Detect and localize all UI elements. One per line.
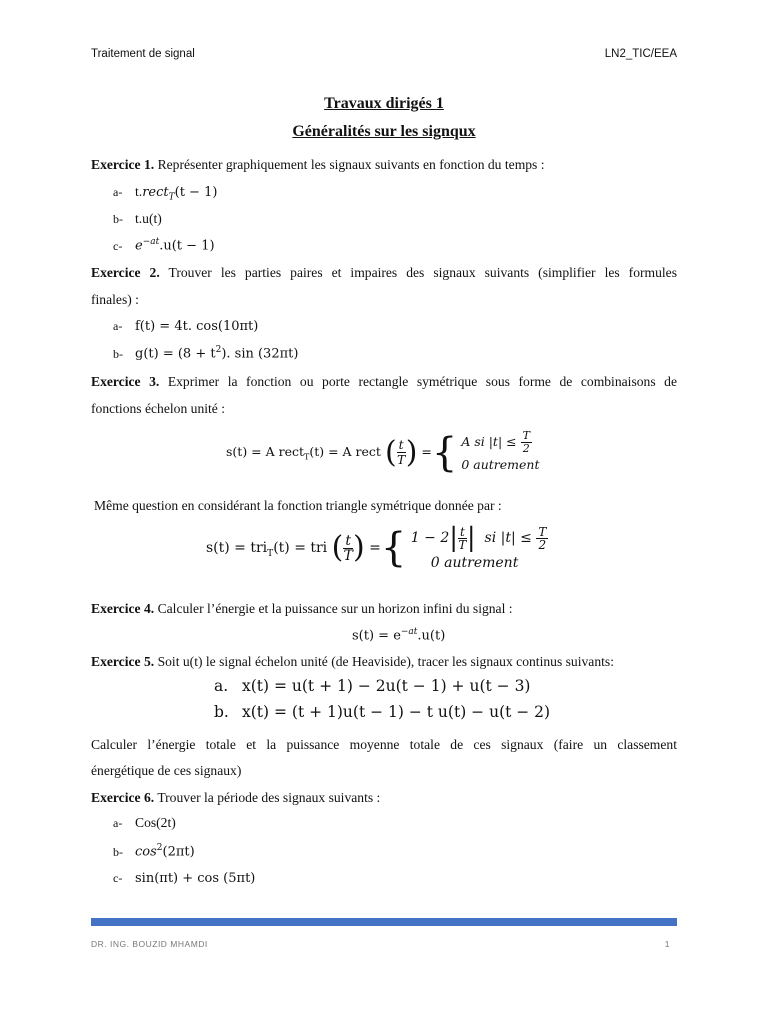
- exercise-5-item-b: b. x(t) = (t + 1)u(t − 1) − t u(t) − u(t − 2): [214, 703, 551, 721]
- left-brace: {: [380, 525, 407, 571]
- item-marker: c-: [113, 238, 123, 253]
- rect-equation: s(t) = A rect$_T$(t) = A rect ( $\frac{t}{T}$ ) ={ A si |t| ≤ $\frac{T}{2}$ 0 autrement: [226, 429, 540, 476]
- item-marker: b-: [113, 346, 123, 361]
- exercise-4-equation: $s(t) = e^{-at}.u(t)$: [352, 627, 446, 644]
- exercise-4-label: Exercice 4.: [91, 601, 155, 616]
- item-marker: a-: [113, 185, 123, 199]
- item-marker: b-: [113, 844, 123, 859]
- exercise-1-label: Exercice 1.: [91, 157, 155, 172]
- exercise-1-item-b: b- t.u(t): [113, 211, 162, 226]
- exercise-3-label: Exercice 3.: [91, 374, 160, 389]
- exercise-2-item-a: a- f(t) = 4t. cos(10πt): [113, 319, 259, 334]
- item-marker: b-: [113, 212, 123, 226]
- exercise-1-item-a: a- t.rect$_T$(t − 1): [113, 184, 218, 203]
- page-title: Travaux dirigés 1: [324, 95, 444, 112]
- triangle-cases: 1 − 2| $\frac{t}{T}$ | si |t| ≤ $\frac{T}{2}$ 0 autrement: [410, 523, 547, 571]
- exercise-5-label: Exercice 5.: [91, 654, 155, 669]
- exercise-6-item-a: a- Cos(2t): [113, 815, 176, 830]
- exercise-3-statement-line3: Même question en considérant la fonction triangle symétrique donnée par :: [94, 498, 502, 513]
- footer-author: DR. ING. BOUZID MHAMDI: [91, 939, 208, 949]
- exercise-6-label: Exercice 6.: [91, 790, 155, 805]
- exercise-4-statement: Exercice 4. Calculer l’énergie et la puissance sur un horizon infini du signal :: [91, 601, 513, 616]
- exercise-2-statement-line2: finales) :: [91, 292, 139, 307]
- exercise-1-item-c: c- $e^{-at}.u(t - 1)$: [113, 237, 215, 254]
- exercise-1-statement: [91, 151, 677, 178]
- item-marker: a-: [113, 816, 123, 830]
- page-subtitle: Généralités sur les signqux: [292, 123, 476, 140]
- triangle-equation: s(t) = tri$_T$(t) = tri ( $\frac{t}{T}$ ) ={ 1 − 2| $\frac{t}{T}$ | si |t| ≤ $\frac{T}{2}$ 0 autrement: [206, 523, 547, 571]
- exercise-6-item-b: b- $\cos^2(2\pi t)$: [113, 843, 195, 860]
- exercise-5-question-line1: Calculer l’énergie totale et la puissance moyenne totale de ces signaux (faire un classement: [91, 737, 677, 752]
- exercise-2-item-b: b- $g(t) = (8 + t^2)$. sin (32πt): [113, 345, 299, 362]
- page-number: 1: [664, 939, 670, 949]
- triangle-fraction: $\frac{t}{T}$: [343, 532, 353, 564]
- exercise-3-statement-line2: fonctions échelon unité :: [91, 401, 226, 416]
- exercise-6-item-c: c- sin(πt) + cos (5πt): [113, 871, 256, 886]
- header-course-title: Traitement de signal: [91, 48, 195, 60]
- exercise-1-text: Représenter graphiquement les signaux suivants en fonction du temps :: [154, 157, 545, 172]
- left-brace: {: [431, 429, 458, 476]
- item-marker: a-: [113, 319, 123, 333]
- exercise-5-statement: Exercice 5. Soit u(t) le signal échelon unité (de Heaviside), tracer les signaux continus suivants:: [91, 654, 614, 669]
- exercise-5-question-line2: énergétique de ces signaux): [91, 763, 242, 778]
- rect-fraction: $\frac{t}{T}$: [397, 437, 406, 467]
- item-marker: c-: [113, 871, 123, 885]
- header-class-code: LN2_TIC/EEA: [604, 48, 677, 60]
- footer-rule: [91, 918, 677, 926]
- exercise-6-statement: Exercice 6. Trouver la période des signaux suivants :: [91, 790, 381, 805]
- rect-cases: A si |t| ≤ $\frac{T}{2}$ 0 autrement: [461, 429, 540, 472]
- exercise-5-item-a: a. x(t) = u(t + 1) − 2u(t − 1) + u(t − 3): [214, 677, 531, 695]
- exercise-3-statement-line1: Exercice 3. Exprimer la fonction ou porte rectangle symétrique sous forme de combinaisons de: [91, 374, 677, 389]
- exercise-2-label: Exercice 2.: [91, 265, 160, 280]
- exercise-2-statement-line1: Exercice 2. Trouver les parties paires et impaires des signaux suivants (simplifier les formules: [91, 265, 677, 280]
